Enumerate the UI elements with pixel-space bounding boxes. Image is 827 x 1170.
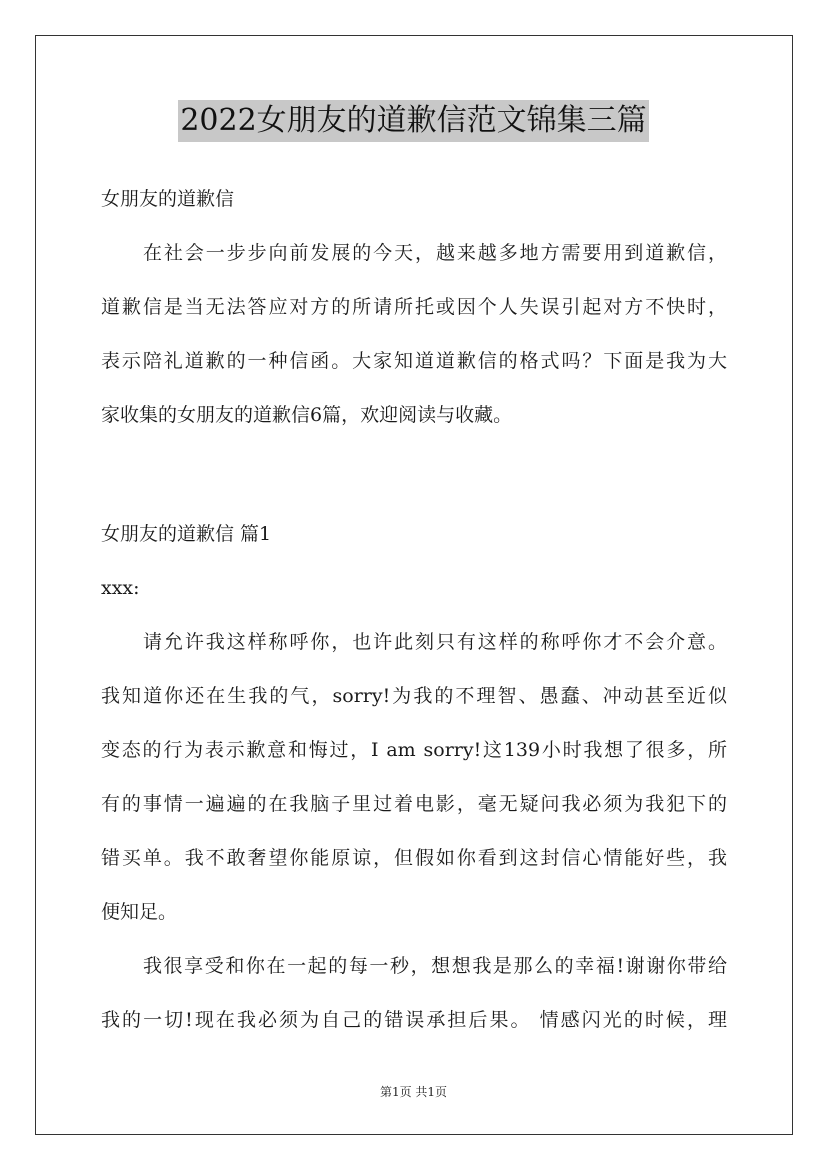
- page-footer: [0, 1083, 827, 1100]
- paragraph1-line-3: 变态的行为表示歉意和悔过，I am sorry!这139小时我想了很多，所: [101, 739, 727, 761]
- paragraph1-line-2: 我知道你还在生我的气，sorry!为我的不理智、愚蠢、冲动甚至近似: [101, 685, 727, 707]
- document-body: [101, 172, 727, 1047]
- paragraph1-line-5: 错买单。我不敢奢望你能原谅，但假如你看到这封信心情能好些，我: [101, 847, 727, 869]
- paragraph1-line-6: 便知足。: [101, 901, 178, 923]
- paragraph1-line-4: 有的事情一遍遍的在我脑子里过着电影，毫无疑问我必须为我犯下的: [101, 793, 727, 815]
- document-title: 2022女朋友的道歉信范文锦集三篇: [178, 100, 648, 142]
- piece-heading: 女朋友的道歉信 篇1: [101, 523, 272, 545]
- paragraph2-line-2: 我的一切!现在我必须为自己的错误承担后果。 情感闪光的时候，理: [101, 1009, 727, 1031]
- section-heading: 女朋友的道歉信: [101, 188, 235, 210]
- intro-line-3: 表示陪礼道歉的一种信函。大家知道道歉信的格式吗？下面是我为大: [101, 350, 727, 372]
- salutation: xxx:: [101, 577, 140, 599]
- paragraph1-line-1: 请允许我这样称呼你，也许此刻只有这样的称呼你才不会介意。: [143, 631, 727, 653]
- intro-line-1: 在社会一步步向前发展的今天，越来越多地方需要用到道歉信，: [143, 242, 727, 264]
- page-number-label: 第1页 共1页: [379, 1085, 448, 1099]
- intro-line-2: 道歉信是当无法答应对方的所请所托或因个人失误引起对方不快时，: [101, 296, 727, 318]
- title-container: [0, 100, 827, 142]
- paragraph-gap: [101, 442, 727, 507]
- intro-line-4: 家收集的女朋友的道歉信6篇，欢迎阅读与收藏。: [101, 404, 513, 426]
- paragraph2-line-1: 我很享受和你在一起的每一秒，想想我是那么的幸福!谢谢你带给: [143, 955, 727, 977]
